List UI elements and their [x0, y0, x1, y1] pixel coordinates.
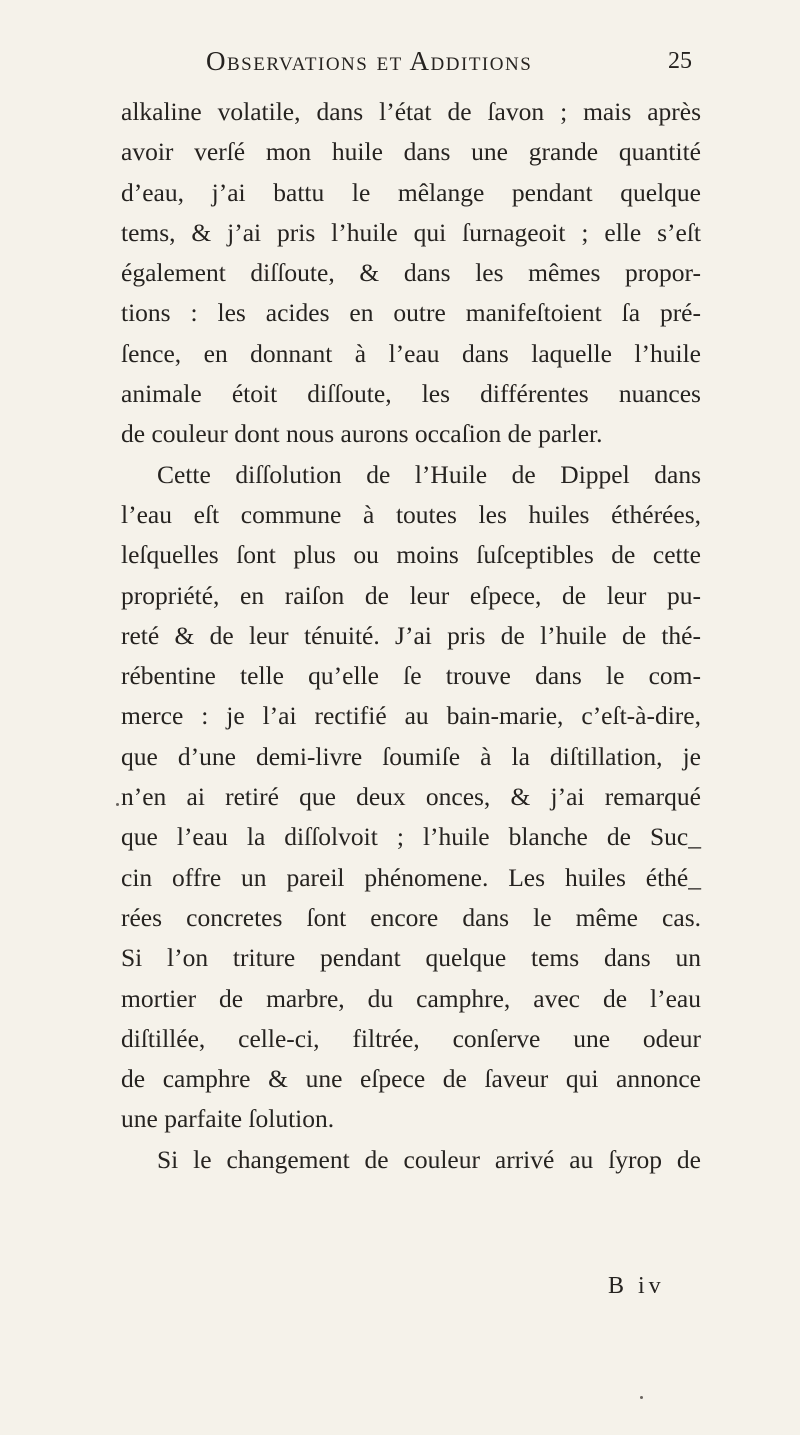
text-line: animale étoit diſſoute, les différentes nuances: [121, 379, 701, 409]
text-line: également diſſoute, & dans les mêmes propor-: [121, 258, 701, 288]
text-line: avoir verſé mon huile dans une grande quantité: [121, 137, 701, 167]
signature-mark: B iv: [608, 1273, 665, 1299]
paragraph-start-line: Cette diſſolution de l’Huile de Dippel dans: [157, 459, 701, 489]
text-line: que l’eau la diſſolvoit ; l’huile blanche de Suc_: [121, 822, 701, 852]
text-line: leſquelles ſont plus ou moins ſuſceptibles de cette: [121, 540, 701, 570]
text-line: Si l’on triture pendant quelque tems dans un: [121, 943, 701, 973]
text-line: cin offre un pareil phénomene. Les huiles éthé_: [121, 862, 701, 892]
text-line: ſence, en donnant à l’eau dans laquelle l’huile: [121, 338, 701, 368]
text-line: reté & de leur ténuité. J’ai pris de l’huile de thé-: [121, 620, 701, 650]
body-text: [121, 92, 701, 1180]
text-line: merce : je l’ai rectifié au bain-marie, c’eſt-à-dire,: [121, 701, 701, 731]
text-line: l’eau eſt commune à toutes les huiles éthérées,: [121, 499, 701, 529]
text-line: n’en ai retiré que deux onces, & j’ai remarqué: [121, 782, 701, 812]
text-line: alkaline volatile, dans l’état de ſavon ; mais après: [121, 97, 701, 126]
text-line: de camphre & une eſpece de ſaveur qui annonce: [121, 1064, 701, 1094]
ink-speck: [640, 1396, 643, 1399]
text-line: d’eau, j’ai battu le mêlange pendant quelque: [121, 177, 701, 207]
text-line: de couleur dont nous aurons occaſion de parler.: [121, 419, 603, 449]
text-line: que d’une demi-livre ſoumiſe à la diſtillation, je: [121, 741, 701, 771]
page-number: 25: [668, 48, 692, 74]
running-title: Observations et Additions: [206, 46, 533, 76]
text-line: diſtillée, celle-ci, filtrée, conſerve une odeur: [121, 1023, 701, 1053]
text-line: mortier de marbre, du camphre, avec de l’eau: [121, 983, 701, 1013]
paragraph-start-line: Si le changement de couleur arrivé au ſyrop de: [157, 1144, 701, 1174]
ink-speck: [116, 803, 119, 806]
text-line: tions : les acides en outre manifeſtoient ſa pré-: [121, 298, 701, 328]
text-line: propriété, en raiſon de leur eſpece, de leur pu-: [121, 580, 701, 610]
running-head: [0, 46, 800, 86]
text-line: tems, & j’ai pris l’huile qui ſurnageoit ; elle s’eſt: [121, 217, 701, 247]
text-line: rées concretes ſont encore dans le même cas.: [121, 902, 701, 932]
text-line: une parfaite ſolution.: [121, 1104, 335, 1134]
text-line: rébentine telle qu’elle ſe trouve dans le com-: [121, 661, 701, 691]
